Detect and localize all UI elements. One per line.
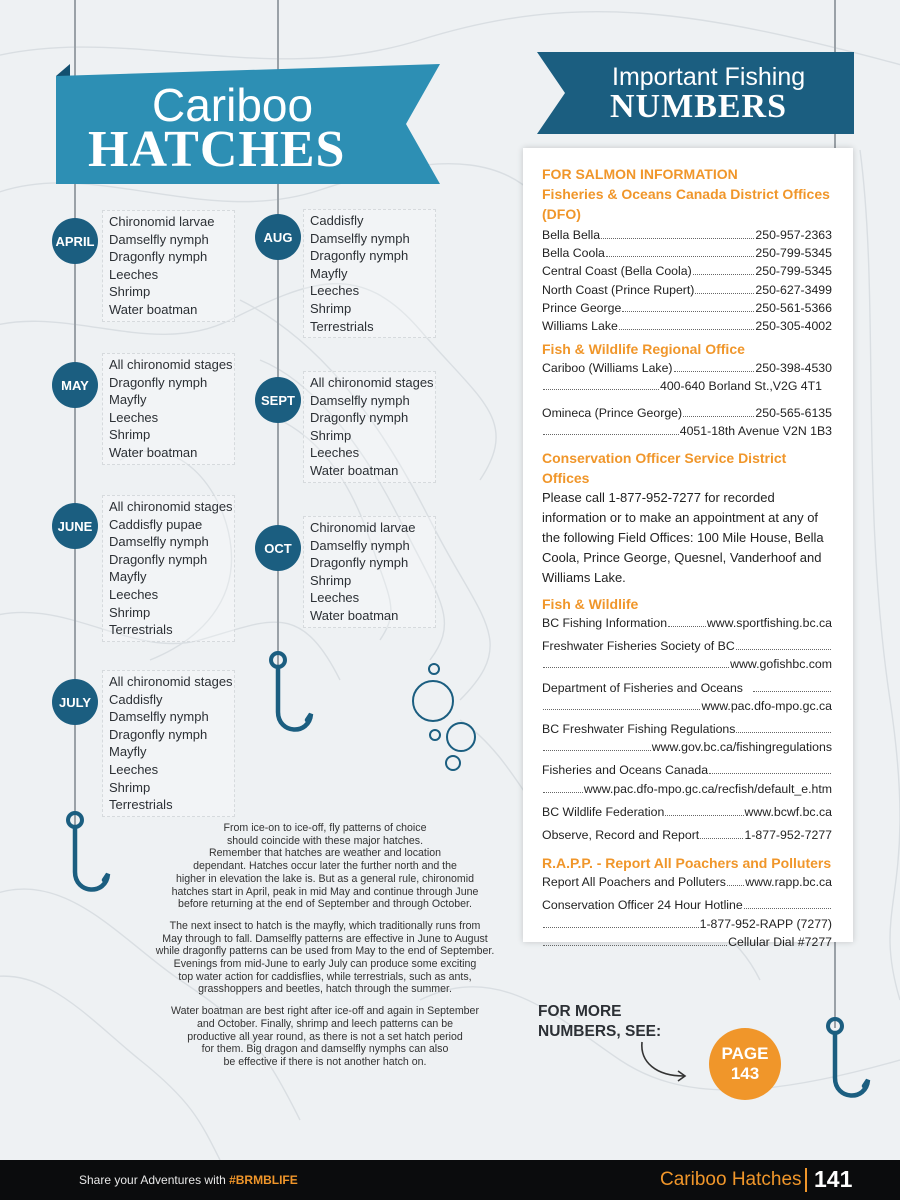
page-badge-label: PAGE [721,1044,769,1063]
hatch-item: Damselfly nymph [310,230,410,246]
address-entry [542,377,832,395]
hatch-item: Terrestrials [310,318,374,334]
entry-name: Prince George [542,300,622,315]
text-line: productive all year round, as there is not a set hatch period [187,1030,463,1043]
month-badge-june: JUNE [52,503,98,549]
footer-share-text: Share your Adventures with [79,1173,226,1187]
link-entry [542,655,832,673]
hatch-list-oct [303,516,436,628]
link-entry [542,679,832,697]
hatch-item: Shrimp [109,427,151,443]
paragraph-1 [145,822,505,911]
entry-phone: 250-561-5366 [755,300,832,315]
entry-link[interactable]: www.gov.bc.ca/fishingregulations [651,740,832,755]
hatch-item: Mayfly [109,744,147,760]
hatch-item: Leeches [109,586,159,602]
month-badge-aug: AUG [255,214,301,260]
entry-phone: 250-799-5345 [755,246,832,261]
entry-name: Cariboo (Williams Lake) [542,361,673,376]
entry-name: BC Fishing Information [542,616,668,631]
month-badge-oct: OCT [255,525,301,571]
hatch-item: Leeches [109,266,159,282]
hatch-item: All chironomid stages [109,357,233,372]
text-line: higher in elevation the lake is. But as a general rule, chironomid [176,872,474,885]
hatch-item: Caddisfly pupae [109,516,203,532]
phone-entry [542,404,832,422]
more-numbers-line2: NUMBERS, SEE: [538,1023,662,1040]
hatch-item: Mayfly [109,569,147,585]
conservation-heading: Conservation Officer Service District Offices [542,450,787,487]
link-entry [542,780,832,798]
entry-name: BC Freshwater Fishing Regulations [542,722,736,737]
page-number: 141 [814,1166,853,1192]
address-entry [542,422,832,440]
entry-phone: 1-877-952-RAPP (7277) [699,916,832,931]
hatch-item: Caddisfly [109,691,163,707]
hatch-item: Water boatman [310,607,399,623]
paragraph-2 [145,920,505,996]
entry-name: Central Coast (Bella Coola) [542,264,692,279]
entry-name: Williams Lake [542,319,618,334]
entry-link[interactable]: www.gofishbc.com [730,657,832,672]
phone-entry [542,933,832,951]
text-line: and October. Finally, shrimp and leech patterns can be [197,1017,453,1030]
link-entry [542,803,832,821]
hatch-item: Leeches [109,761,159,777]
month-badge-april: APRIL [52,218,98,264]
hatch-item: All chironomid stages [109,499,233,514]
entry-name: Report All Poachers and Polluters [542,875,726,890]
link-entry [542,720,832,738]
month-badge-may: MAY [52,362,98,408]
wildlife-office-heading: Fish & Wildlife Regional Office [542,341,745,358]
hatch-item: Shrimp [109,604,151,620]
footer-share [79,1173,298,1187]
link-entry [542,637,832,655]
entry-name: Bella Coola [542,246,605,261]
hatch-list-april [102,210,235,322]
hatch-item: Dragonfly nymph [310,410,409,426]
text-line: dependant. Hatches occur later the further north and the [193,860,457,873]
more-numbers-label [538,1002,661,1042]
text-line: for them. Big dragon and damselfly nymphs can also [201,1043,449,1056]
hatch-item: Dragonfly nymph [109,374,208,390]
hatch-item: Caddisfly [310,213,364,228]
page-badge-number: 143 [730,1064,760,1083]
hatch-item: Mayfly [109,392,147,408]
hatch-list-aug [303,209,436,338]
hatches-title-line1: Cariboo [152,79,314,131]
hatch-item: Chironomid larvae [109,214,215,229]
text-line: The next insect to hatch is the mayfly, which traditionally runs from [169,919,481,932]
salmon-heading: FOR SALMON INFORMATION [542,166,738,182]
hatch-item: Dragonfly nymph [310,555,409,571]
hatch-item: All chironomid stages [310,375,434,390]
hatch-item: Dragonfly nymph [109,551,208,567]
hatch-item: Dragonfly nymph [109,249,208,265]
hatch-item: Water boatman [109,444,198,460]
phone-entry [542,262,832,280]
text-line: be effective if there is not another hatch on. [223,1055,427,1068]
entry-name: Bella Bella [542,228,601,242]
entry-phone: 1-877-952-7277 [744,828,832,843]
entry-name: Fisheries and Oceans Canada [542,763,709,778]
hatch-item: Terrestrials [109,622,173,638]
phone-entry [542,359,832,377]
entry-phone: 250-565-6135 [755,405,832,420]
phone-entry [542,226,832,244]
entry-name: Observe, Record and Report [542,828,700,843]
entry-name: Freshwater Fisheries Society of BC [542,639,735,654]
hatch-item: Shrimp [109,779,151,795]
hatch-item: Dragonfly nymph [310,248,409,264]
fish-hook-icon [820,1016,876,1108]
page-badge[interactable] [709,1028,781,1100]
entry-phone: Cellular Dial #7277 [728,934,832,949]
hatches-title-line2: HATCHES [88,121,346,178]
hatch-item: Leeches [310,283,360,299]
hatch-list-may [102,353,235,465]
hatch-item: Chironomid larvae [310,520,416,535]
hatch-item: Terrestrials [109,797,173,813]
phone-entry [542,896,832,914]
hatch-item: Shrimp [310,427,352,443]
entry-address: 400-640 Borland St.,V2G 4T1 [659,379,822,394]
conservation-body: Please call 1-877-952-7277 for recorded information or to make an appointment at any of the following Field Offices: 100 Mile House, Bella Coola, Prince George, Quesnel, Vanderhoof and Williams Lake. [542,490,824,586]
phone-entry [542,281,832,299]
link-entry [542,614,832,632]
hatch-item: Leeches [310,590,360,606]
hatch-item: Damselfly nymph [310,392,410,408]
hatch-item: Shrimp [109,284,151,300]
text-line: hatches start in April, peak in mid May and continue through June [171,885,479,898]
hatch-item: Leeches [109,409,159,425]
hatch-item: Leeches [310,445,360,461]
phone-entry [542,915,832,933]
entry-name: Conservation Officer 24 Hour Hotline [542,898,743,913]
fish-hook-icon [60,810,116,902]
month-badge-july: JULY [52,679,98,725]
text-line: grasshoppers and beetles, hatch through the summer. [198,983,452,996]
entry-phone: 250-957-2363 [755,228,832,242]
text-line: top water action for caddisflies, while terrestrials, such as ants, [178,970,472,983]
rapp-heading: R.A.P.P. - Report All Poachers and Polluters [542,855,832,872]
text-line: May through to fall. Damselfly patterns are effective in June to August [162,932,488,945]
hatch-description [145,822,505,1078]
entry-name: Omineca (Prince George) [542,405,683,420]
more-numbers-line1: FOR MORE [538,1003,622,1020]
entry-name: Department of Fisheries and Oceans [542,680,743,695]
link-entry [542,738,832,756]
page-footer [0,1160,900,1200]
hatch-item: All chironomid stages [109,674,233,689]
text-line: From ice-on to ice-off, fly patterns of choice [223,822,427,834]
hatch-list-july [102,670,235,817]
text-line: should coincide with these major hatches. [226,834,424,847]
hatch-item: Damselfly nymph [109,709,209,725]
hatch-item: Water boatman [310,462,399,478]
footer-divider [805,1168,807,1192]
numbers-title-line1: Important Fishing [612,63,806,91]
footer-section-title: Cariboo Hatches [660,1169,802,1190]
phone-entry [542,317,832,335]
footer-brand[interactable]: #BRMBLIFE [229,1173,298,1187]
fish-wildlife-heading: Fish & Wildlife [542,596,639,613]
text-line: Remember that hatches are weather and location [208,847,442,860]
fish-hook-icon [263,650,319,742]
entry-link[interactable]: www.rapp.bc.ca [745,875,832,890]
paragraph-3 [145,1005,505,1069]
entry-address: 4051-18th Avenue V2N 1B3 [679,423,832,438]
numbers-title-line2: NUMBERS [610,88,788,125]
phone-entry [542,826,832,844]
bubbles-icon [405,655,485,775]
phone-entry [542,244,832,262]
link-entry [542,873,832,891]
entry-link[interactable]: www.pac.dfo-mpo.gc.ca [701,698,832,713]
link-entry [542,761,832,779]
hatch-item: Shrimp [310,300,352,316]
hatch-item: Damselfly nymph [109,231,209,247]
hatch-item: Mayfly [310,265,348,281]
phone-entry [542,299,832,317]
entry-phone: 250-398-4530 [755,361,832,376]
hatch-list-june [102,495,235,642]
entry-link[interactable]: www.pac.dfo-mpo.gc.ca/recfish/default_e.htm [583,781,832,796]
hatch-list-sept [303,371,436,483]
hatch-item: Water boatman [109,301,198,317]
hatch-item: Damselfly nymph [310,537,410,553]
entry-phone: 250-627-3499 [755,282,832,297]
month-badge-sept: SEPT [255,377,301,423]
hatch-item: Dragonfly nymph [109,726,208,742]
dfo-heading: Fisheries & Oceans Canada District Offices [542,186,830,202]
link-entry [542,697,832,715]
hatch-item: Shrimp [310,572,352,588]
entry-phone: 250-305-4002 [755,319,832,334]
dfo-heading-abbr: (DFO) [542,206,581,222]
entry-phone: 250-799-5345 [755,264,832,279]
text-line: Water boatman are best right after ice-off and again in September [171,1005,479,1018]
text-line: Evenings from mid-June to early July can produce some exciting [173,958,477,971]
text-line: before returning at the end of September and through October. [178,898,472,911]
curved-arrow-icon [636,1038,696,1084]
numbers-card [523,148,853,949]
entry-name: North Coast (Prince Rupert) [542,282,695,297]
entry-link[interactable]: www.bcwf.bc.ca [744,804,832,819]
entry-name: BC Wildlife Federation [542,804,665,819]
entry-link[interactable]: www.sportfishing.bc.ca [706,616,832,631]
text-line: while dragonfly patterns can be used from May to the end of September. [155,945,495,958]
hatch-item: Damselfly nymph [109,534,209,550]
